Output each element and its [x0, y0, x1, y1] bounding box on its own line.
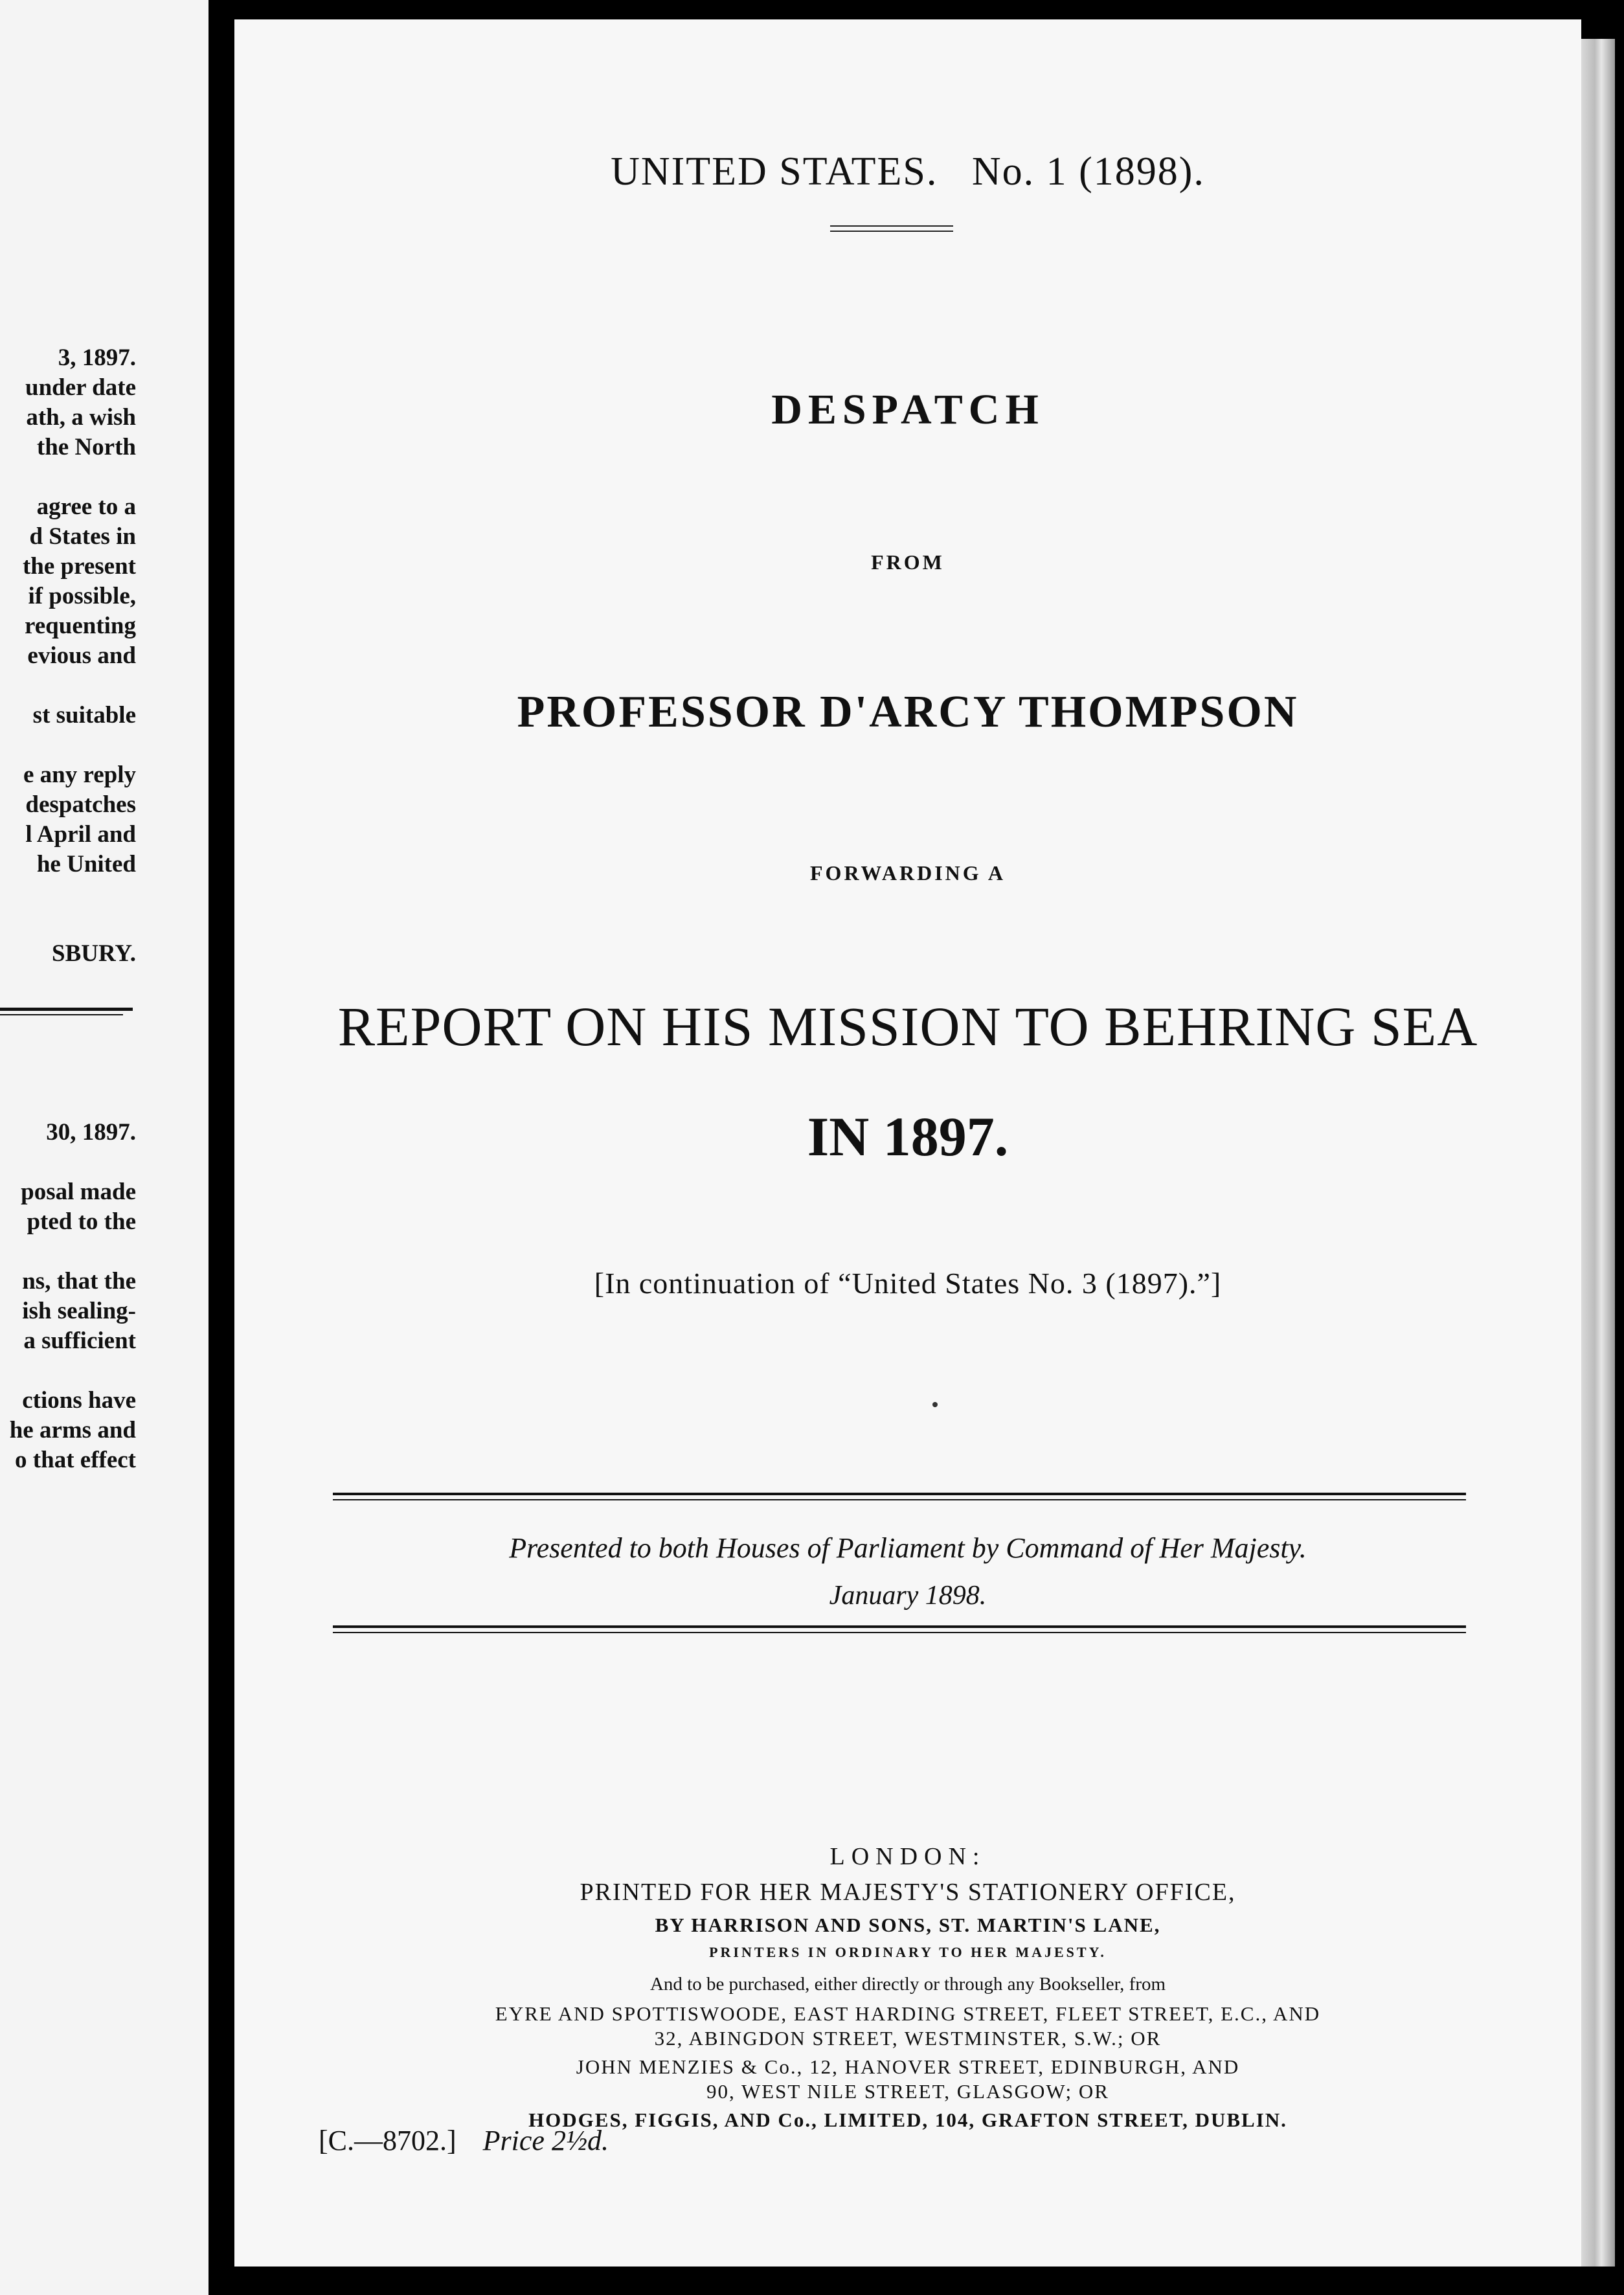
facing-page-line: the present — [22, 553, 136, 580]
page-edge — [1581, 39, 1615, 2267]
facing-page-line: the North — [36, 434, 136, 460]
imprint-address-3: JOHN MENZIES & Co., 12, HANOVER STREET, EDINBURGH, AND — [576, 2055, 1240, 2078]
imprint-address-1: EYRE AND SPOTTISWOODE, EAST HARDING STREET, FLEET STREET, E.C., AND — [495, 2002, 1321, 2025]
facing-page-line: 30, 1897. — [46, 1119, 136, 1146]
series-rule — [830, 225, 953, 232]
series-number: UNITED STATES. No. 1 (1898). — [611, 150, 1205, 194]
facing-page-line: l April and — [25, 821, 136, 848]
facing-page-line — [0, 969, 136, 999]
facing-page-line — [0, 1058, 136, 1088]
facing-page-text — [0, 343, 136, 1475]
facing-page-line: st suitable — [32, 702, 136, 729]
facing-page-line: despatches — [25, 791, 136, 818]
facing-page-line: under date — [25, 374, 136, 401]
imprint-city: LONDON: — [829, 1843, 986, 1870]
facing-page-line: he arms and — [9, 1417, 136, 1443]
forwarding-label: FORWARDING A — [810, 861, 1006, 885]
document-type-heading: DESPATCH — [771, 386, 1044, 433]
printer-dot — [932, 1402, 938, 1407]
imprint-address-2: 32, ABINGDON STREET, WESTMINSTER, S.W.; OR — [654, 2027, 1162, 2050]
facing-page-rule-thin — [0, 1014, 123, 1015]
facing-page-line — [0, 1088, 136, 1118]
facing-page-line: ish sealing- — [22, 1298, 136, 1324]
facing-page-line — [0, 1148, 136, 1177]
facing-page-line: pted to the — [27, 1208, 136, 1235]
facing-page-line: a sufficient — [23, 1328, 136, 1354]
author-name: PROFESSOR D'ARCY THOMPSON — [517, 687, 1299, 737]
facing-page-line: d States in — [29, 523, 136, 550]
facing-page-line: ns, that the — [22, 1268, 136, 1294]
facing-page-line — [0, 999, 136, 1028]
presentation-date: January 1898. — [829, 1581, 987, 1611]
presentation-statement: Presented to both Houses of Parliament by Command of Her Majesty. — [509, 1532, 1307, 1564]
facing-page-line: agree to a — [36, 493, 136, 520]
facing-page — [0, 0, 209, 2295]
title-page — [234, 19, 1581, 2267]
imprint-printers-ordinary: PRINTERS IN ORDINARY TO HER MAJESTY. — [709, 1944, 1107, 1960]
continuation-note: [In continuation of “United States No. 3 (1897).”] — [594, 1267, 1222, 1300]
imprint-printed-for: PRINTED FOR HER MAJESTY'S STATIONERY OFFICE, — [580, 1879, 1236, 1906]
catalogue-line — [319, 2124, 609, 2157]
facing-page-line — [0, 1028, 136, 1058]
upper-double-rule — [333, 1493, 1466, 1500]
facing-page-rule — [0, 1008, 133, 1011]
facing-page-line — [0, 671, 136, 701]
imprint-address-4: 90, WEST NILE STREET, GLASGOW; OR — [706, 2080, 1109, 2103]
command-paper-number: [C.—8702.] — [319, 2125, 457, 2156]
facing-page-line — [0, 1237, 136, 1267]
facing-page-line: posal made — [21, 1179, 136, 1205]
facing-page-line: if possible, — [28, 583, 136, 609]
facing-page-line: 3, 1897. — [58, 345, 136, 371]
lower-double-rule — [333, 1625, 1466, 1633]
facing-page-line: requenting — [24, 613, 136, 639]
facing-page-line: e any reply — [23, 762, 136, 788]
imprint-purchase-note: And to be purchased, either directly or through any Bookseller, from — [649, 1974, 1166, 1995]
from-label: FROM — [871, 550, 945, 574]
report-title-line-1: REPORT ON HIS MISSION TO BEHRING SEA — [337, 995, 1478, 1057]
facing-page-line: o that effect — [15, 1447, 136, 1473]
facing-page-line — [0, 730, 136, 760]
facing-page-line — [0, 879, 136, 909]
facing-page-line: evious and — [27, 642, 136, 669]
book-gutter — [209, 0, 234, 2295]
imprint-address-5: HODGES, FIGGIS, AND Co., LIMITED, 104, GRAFTON STREET, DUBLIN. — [528, 2108, 1287, 2131]
facing-page-line: SBURY. — [52, 940, 136, 967]
imprint-printer: BY HARRISON AND SONS, ST. MARTIN'S LANE, — [655, 1914, 1161, 1936]
facing-page-line: he United — [36, 851, 136, 877]
price: Price 2½d. — [482, 2125, 609, 2156]
report-title-line-2: IN 1897. — [807, 1105, 1009, 1168]
facing-page-line — [0, 909, 136, 939]
facing-page-line — [0, 462, 136, 492]
facing-page-line: ctions have — [22, 1387, 136, 1414]
facing-page-line — [0, 1356, 136, 1386]
facing-page-line: ath, a wish — [26, 404, 136, 431]
